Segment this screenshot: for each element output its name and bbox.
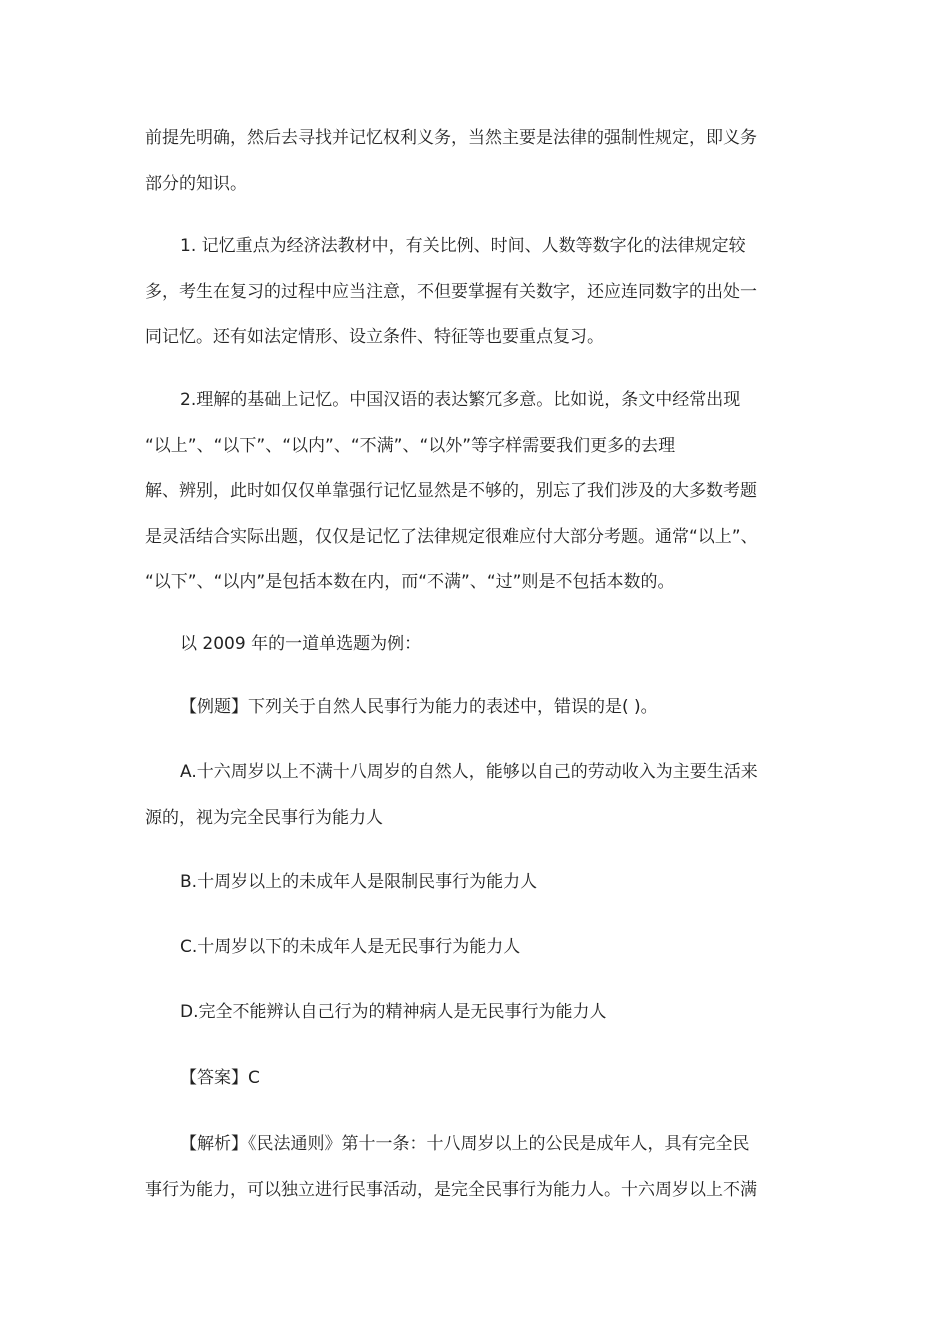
example-question: 【例题】下列关于自然人民事行为能力的表述中，错误的是( )。 [180,697,658,717]
option-a: A.十六周岁以上不满十八周岁的自然人，能够以自己的劳动收入为主要生活来 [180,762,758,782]
text-line: 部分的知识。 [145,174,247,194]
option-c: C.十周岁以下的未成年人是无民事行为能力人 [180,937,521,957]
text-line: “以上”、“以下”、“以内”、“不满”、“以外”等字样需要我们更多的去理 [145,436,676,456]
text-line: 以 2009 年的一道单选题为例： [180,634,422,654]
analysis-continued: 事行为能力，可以独立进行民事活动，是完全民事行为能力人。十六周岁以上不满 [145,1180,757,1200]
text-line: 是灵活结合实际出题，仅仅是记忆了法律规定很难应付大部分考题。通常“以上”、 [145,527,758,547]
option-d: D.完全不能辨认自己行为的精神病人是无民事行为能力人 [180,1002,607,1022]
option-a-continued: 源的，视为完全民事行为能力人 [145,808,383,828]
analysis: 【解析】《民法通则》第十一条：十八周岁以上的公民是成年人，具有完全民 [180,1134,750,1154]
text-line: 多，考生在复习的过程中应当注意，不但要掌握有关数字，还应连同数字的出处一 [145,282,757,302]
text-line: 1. 记忆重点为经济法教材中，有关比例、时间、人数等数字化的法律规定较 [180,236,746,256]
option-b: B.十周岁以上的未成年人是限制民事行为能力人 [180,872,538,892]
text-line: 前提先明确，然后去寻找并记忆权利义务，当然主要是法律的强制性规定，即义务 [145,128,757,148]
text-line: 2.理解的基础上记忆。中国汉语的表达繁冗多意。比如说，条文中经常出现 [180,390,741,410]
answer: 【答案】C [180,1068,260,1088]
text-line: 同记忆。还有如法定情形、设立条件、特征等也要重点复习。 [145,327,604,347]
text-line: 解、辨别，此时如仅仅单靠强行记忆显然是不够的，别忘了我们涉及的大多数考题 [145,481,757,501]
text-line: “以下”、“以内”是包括本数在内，而“不满”、“过”则是不包括本数的。 [145,572,675,592]
